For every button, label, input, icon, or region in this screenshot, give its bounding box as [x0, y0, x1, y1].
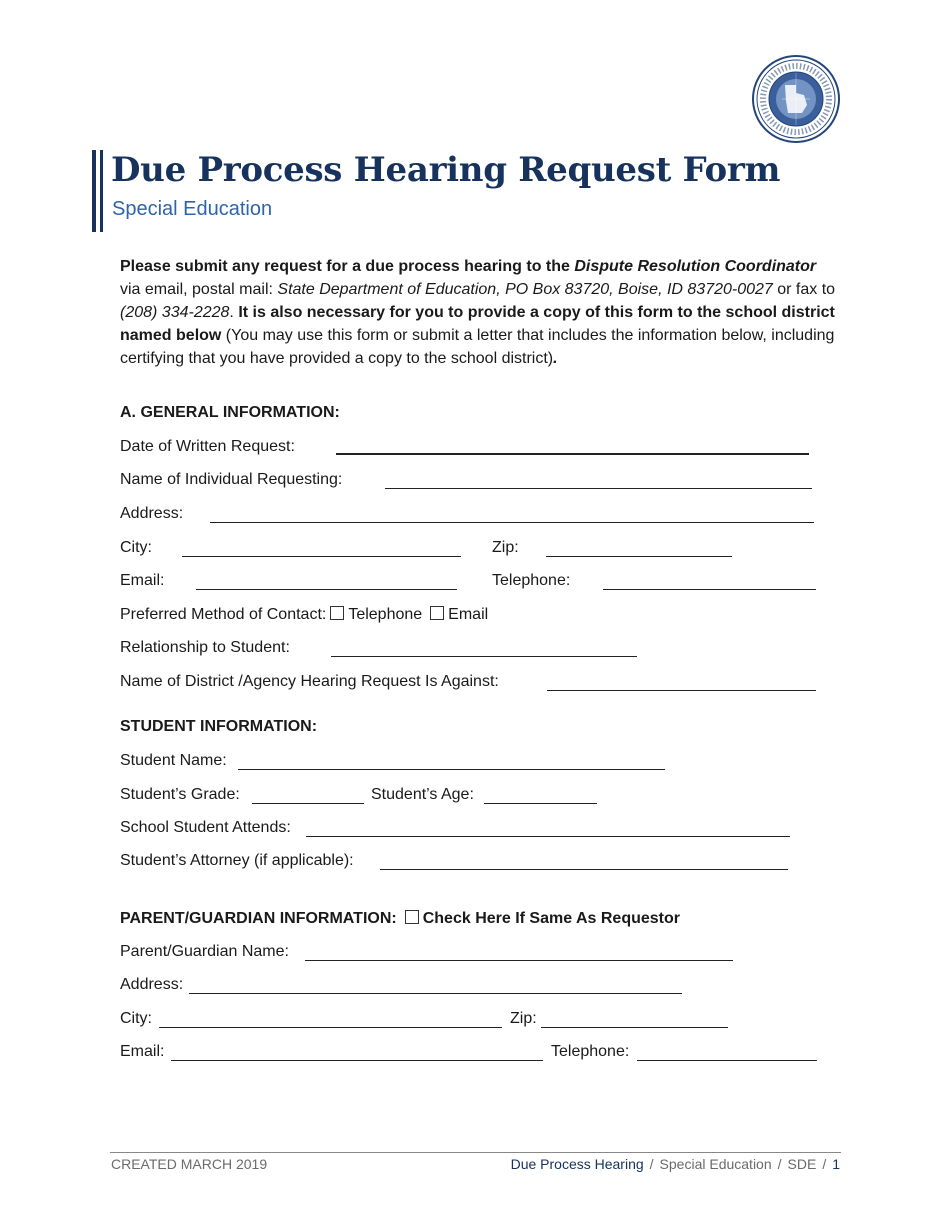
title-accent-bar — [92, 150, 96, 232]
student-age-label: Student’s Age: — [371, 786, 474, 803]
footer-breadcrumb — [511, 1156, 840, 1172]
contact-telephone-label: Telephone — [348, 606, 423, 623]
same-as-requestor-checkbox[interactable] — [405, 910, 419, 924]
parent-telephone-field[interactable] — [637, 1060, 817, 1061]
intro-text-3: or fax to — [772, 281, 836, 298]
parent-email-label: Email: — [120, 1043, 165, 1060]
parent-information-heading-row — [120, 908, 680, 930]
intro-text-2: via email, postal mail: — [120, 281, 278, 298]
department-seal-logo — [752, 55, 840, 143]
contact-telephone-checkbox[interactable] — [330, 606, 344, 620]
contact-method-row — [120, 604, 488, 626]
footer-separator: / — [822, 1156, 827, 1172]
general-information-heading: A. GENERAL INFORMATION: — [120, 404, 340, 421]
date-field[interactable] — [336, 453, 809, 455]
district-field[interactable] — [547, 690, 816, 691]
title-accent-bar-inner — [100, 150, 103, 232]
student-age-field[interactable] — [484, 803, 597, 804]
date-label: Date of Written Request: — [120, 438, 295, 455]
zip-field[interactable] — [546, 556, 732, 557]
contact-email-checkbox[interactable] — [430, 606, 444, 620]
intro-bold-4: It is also necessary for you to provide a copy of this form to the school district named below — [120, 304, 835, 344]
school-field[interactable] — [306, 836, 790, 837]
city-label: City: — [120, 539, 152, 556]
footer-dept: Special Education — [659, 1156, 772, 1172]
relationship-field[interactable] — [331, 656, 637, 657]
school-label: School Student Attends: — [120, 819, 291, 836]
city-field[interactable] — [182, 556, 461, 557]
student-name-field[interactable] — [238, 769, 665, 770]
telephone-field[interactable] — [603, 589, 816, 590]
footer-doc-name: Due Process Hearing — [510, 1156, 644, 1172]
footer-org: SDE — [787, 1156, 817, 1172]
parent-name-label: Parent/Guardian Name: — [120, 943, 289, 960]
footer-separator: / — [777, 1156, 782, 1172]
student-grade-field[interactable] — [252, 803, 364, 804]
contact-method-label: Preferred Method of Contact: — [120, 606, 327, 623]
intro-paragraph — [120, 255, 840, 370]
intro-text-3-end: . — [229, 304, 239, 321]
parent-telephone-label: Telephone: — [551, 1043, 630, 1060]
parent-zip-label: Zip: — [510, 1010, 537, 1027]
district-label: Name of District /Agency Hearing Request Is Against: — [120, 673, 499, 690]
parent-city-field[interactable] — [159, 1027, 502, 1028]
footer-separator: / — [649, 1156, 654, 1172]
footer-divider — [110, 1152, 841, 1153]
parent-information-heading: PARENT/GUARDIAN INFORMATION: — [120, 910, 397, 927]
footer-created-date: CREATED MARCH 2019 — [111, 1156, 268, 1172]
contact-email-label: Email — [448, 606, 489, 623]
requester-name-label: Name of Individual Requesting: — [120, 471, 343, 488]
intro-fax: (208) 334-2228 — [120, 304, 230, 321]
email-field[interactable] — [196, 589, 457, 590]
parent-city-label: City: — [120, 1010, 152, 1027]
parent-address-label: Address: — [120, 976, 184, 993]
telephone-label: Telephone: — [492, 572, 571, 589]
student-grade-label: Student’s Grade: — [120, 786, 240, 803]
student-name-label: Student Name: — [120, 752, 227, 769]
intro-bold-1: Please submit any request for a due process hearing to the — [120, 258, 575, 275]
page-title: Due Process Hearing Request Form — [111, 150, 781, 190]
parent-address-field[interactable] — [189, 993, 682, 994]
attorney-label: Student’s Attorney (if applicable): — [120, 852, 354, 869]
student-information-heading: STUDENT INFORMATION: — [120, 718, 318, 735]
address-label: Address: — [120, 505, 184, 522]
parent-email-field[interactable] — [171, 1060, 543, 1061]
footer-page-number: 1 — [832, 1156, 840, 1172]
same-as-requestor-label: Check Here If Same As Requestor — [422, 910, 680, 927]
intro-address: State Department of Education, PO Box 83720, Boise, ID 83720-0027 — [277, 281, 773, 298]
zip-label: Zip: — [492, 539, 519, 556]
intro-text-5-end: . — [553, 350, 558, 367]
attorney-field[interactable] — [380, 869, 788, 870]
email-label: Email: — [120, 572, 165, 589]
intro-coordinator: Dispute Resolution Coordinator — [574, 258, 817, 275]
relationship-label: Relationship to Student: — [120, 639, 290, 656]
intro-text-5: (You may use this form or submit a letter that includes the information below, including certifying that you have provided a copy to the school district) — [120, 327, 835, 367]
parent-name-field[interactable] — [305, 960, 733, 961]
address-field[interactable] — [210, 522, 814, 523]
parent-zip-field[interactable] — [541, 1027, 728, 1028]
page-subtitle: Special Education — [112, 198, 273, 220]
requester-name-field[interactable] — [385, 488, 812, 489]
